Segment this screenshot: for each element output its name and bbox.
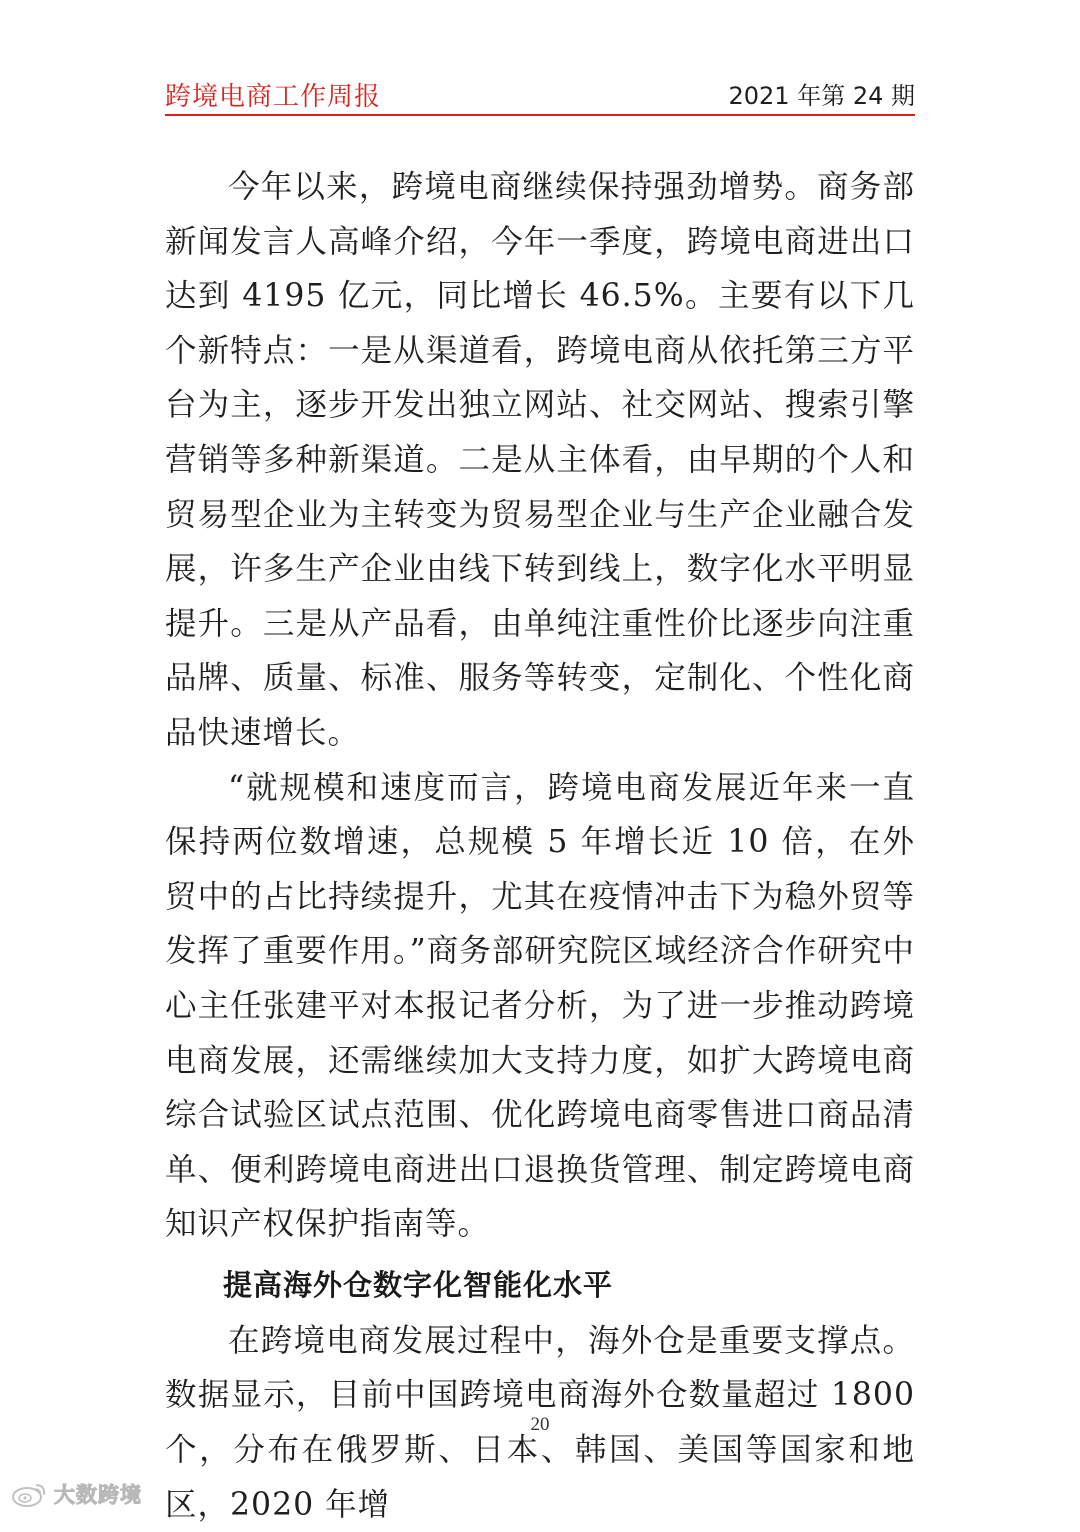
section-subheading: 提高海外仓数字化智能化水平 <box>223 1267 614 1302</box>
page-header <box>165 72 915 116</box>
page-number: 20 <box>530 1414 550 1435</box>
paragraph-expert-quote: “就规模和速度而言，跨境电商发展近年来一直保持两位数增速，总规模 5 年增长近 10 倍，在外贸中的占比持续提升，尤其在疫情冲击下为稳外贸等发挥了重要作用。”商务部研究院区域经济合作研究中心主任张建平对本报记者分析，为了进一步推动跨境电商发展，还需继续加大支持力度，如扩大跨境电商综合试验区试点范围、优化跨境电商零售进口商品清单、便利跨境电商进出口退换货管理、制定跨境电商知识产权保护指南等。 <box>165 769 915 1243</box>
weibo-logo-icon <box>10 1480 50 1508</box>
paragraph-growth-overview: 今年以来，跨境电商继续保持强劲增势。商务部新闻发言人高峰介绍，今年一季度，跨境电商进出口达到 4195 亿元，同比增长 46.5%。主要有以下几个新特点：一是从渠道看，跨境电商从依托第三方平台为主，逐步开发出独立网站、社交网站、搜索引擎营销等多种新渠道。二是从主体看，由早期的个人和贸易型企业为主转变为贸易型企业与生产企业融合发展，许多生产企业由线下转到线上，数字化水平明显提升。三是从产品看，由单纯注重性价比逐步向注重品牌、质量、标准、服务等转变，定制化、个性化商品快速增长。 <box>165 169 915 751</box>
issue-number: 2021 年第 24 期 <box>728 82 915 110</box>
watermark <box>10 1476 142 1512</box>
publication-title: 跨境电商工作周报 <box>165 82 382 112</box>
article-body <box>165 160 915 1532</box>
paragraph-overseas-warehouses: 在跨境电商发展过程中，海外仓是重要支撑点。数据显示，目前中国跨境电商海外仓数量超过 1800 个，分布在俄罗斯、日本、韩国、美国等国家和地区，2020 年增 <box>165 1322 915 1523</box>
watermark-text: 大数跨境 <box>54 1483 142 1507</box>
